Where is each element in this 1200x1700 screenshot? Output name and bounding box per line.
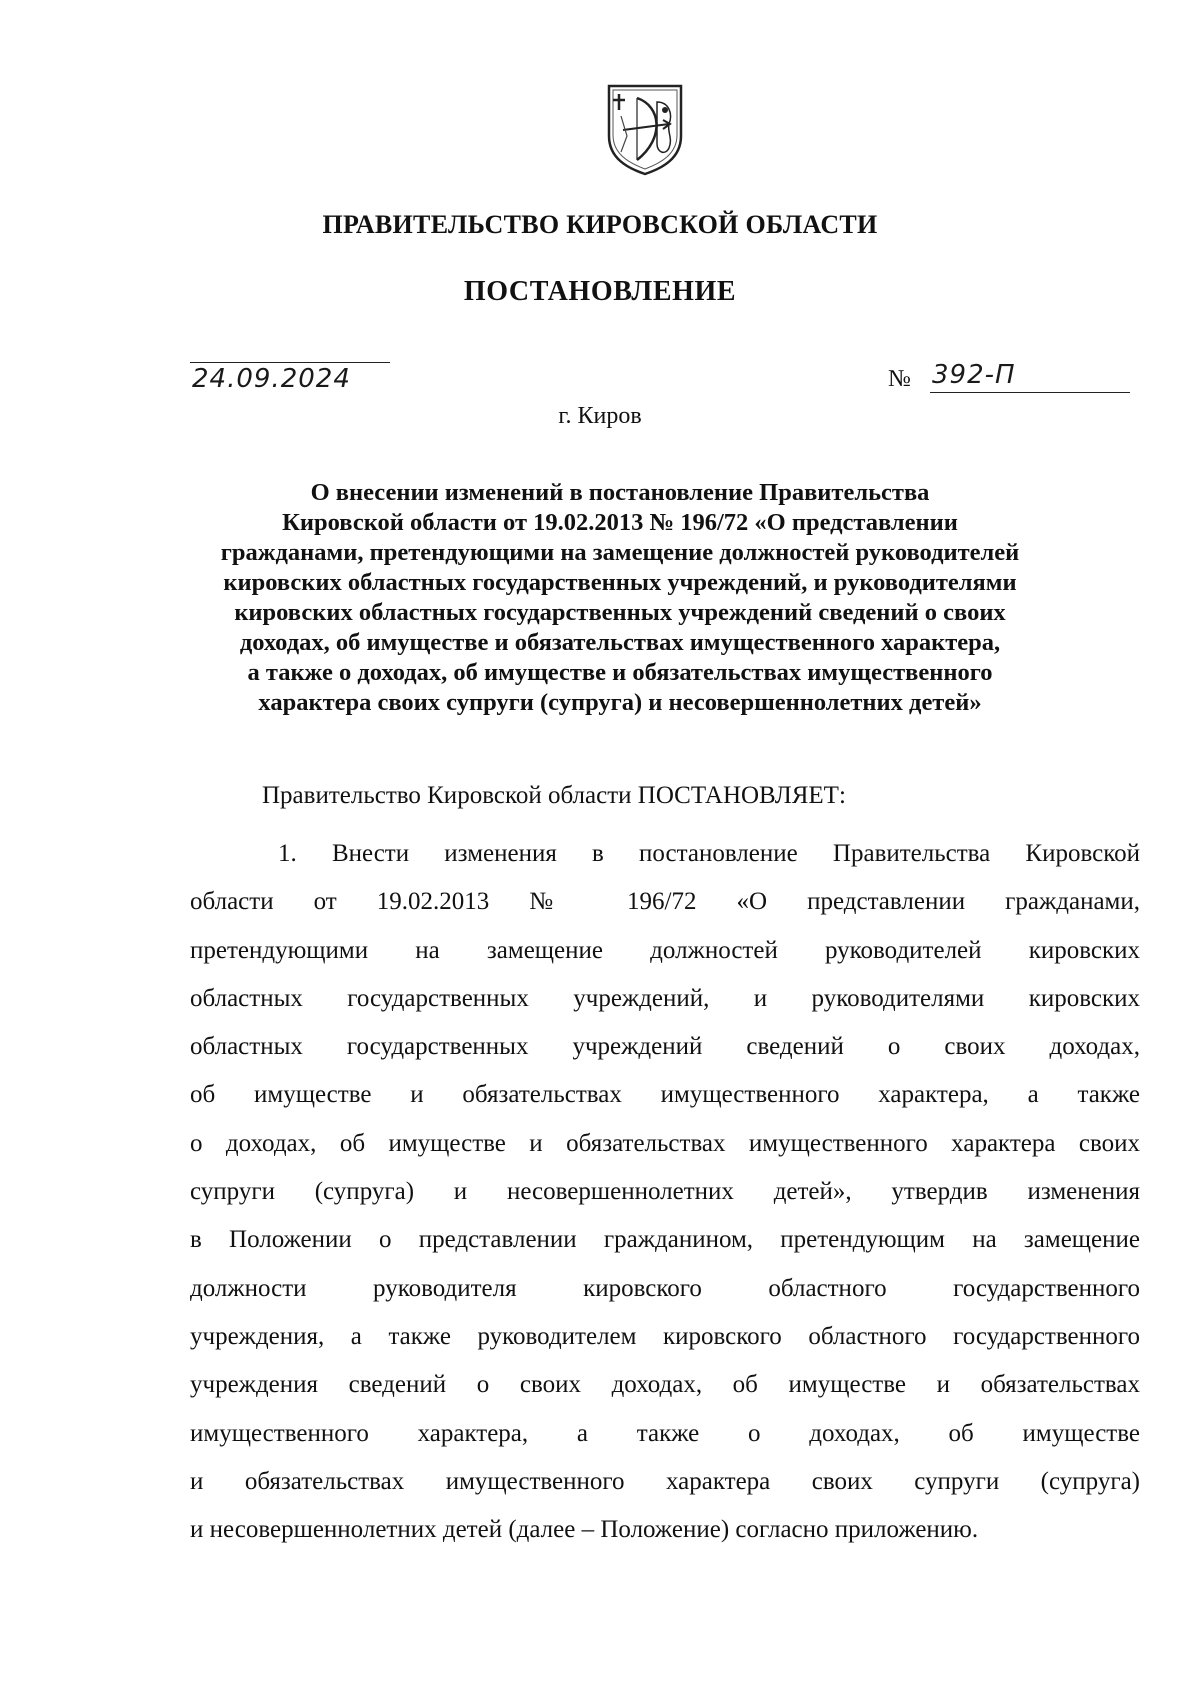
coat-of-arms-icon <box>603 80 687 176</box>
subject-line: характера своих супруги (супруга) и несовершеннолетних детей» <box>258 689 982 716</box>
subject-line: Кировской области от 19.02.2013 № 196/72 «О представлении <box>282 509 958 536</box>
number-label: № <box>888 366 911 392</box>
paragraph-line: областных государственных учреждений сведений о своих доходах, <box>190 1033 1140 1061</box>
paragraph-line: супруги (супруга) и несовершеннолетних детей», утвердив изменения <box>190 1178 1140 1206</box>
paragraph-line: учреждения сведений о своих доходах, об имуществе и обязательствах <box>190 1371 1140 1399</box>
paragraph-line: области от 19.02.2013 № 196/72 «О представлении гражданами, <box>190 888 1140 916</box>
paragraph-1 <box>190 830 1140 1554</box>
paragraph-line: и обязательствах имущественного характера своих супруги (супруга) <box>190 1467 1140 1495</box>
paragraph-line: учреждения, а также руководителем кировского областного государственного <box>190 1322 1140 1350</box>
paragraph-line: должности руководителя кировского областного государственного <box>190 1274 1140 1302</box>
paragraph-line: областных государственных учреждений, и руководителями кировских <box>190 984 1140 1012</box>
paragraph-line: 1. Внести изменения в постановление Правительства Кировской <box>278 840 1140 867</box>
paragraph-line: претендующими на замещение должностей руководителей кировских <box>190 936 1140 964</box>
document-type-heading: ПОСТАНОВЛЕНИЕ <box>463 276 737 307</box>
subject-line: О внесении изменений в постановление Правительства <box>310 479 930 506</box>
paragraph-line: имущественного характера, а также о доходах, об имуществе <box>190 1419 1140 1447</box>
subject-line: кировских областных государственных учреждений сведений о своих <box>234 599 1006 626</box>
subject-line: доходах, об имуществе и обязательствах имущественного характера, <box>239 629 1001 656</box>
number-underline <box>930 392 1130 393</box>
preamble: Правительство Кировской области ПОСТАНОВЛЯЕТ: <box>262 782 846 809</box>
date-underline <box>190 362 390 363</box>
subject-line: а также о доходах, об имуществе и обязательствах имущественного <box>247 659 993 686</box>
paragraph-line: и несовершеннолетних детей (далее – Положение) согласно приложению. <box>190 1516 979 1544</box>
document-number: 392-П <box>932 360 1016 390</box>
paragraph-line: в Положении о представлении гражданином, претендующим на замещение <box>190 1226 1140 1254</box>
paragraph-line: о доходах, об имуществе и обязательствах имущественного характера своих <box>190 1129 1140 1157</box>
document-date: 24.09.2024 <box>192 364 351 394</box>
document-subject <box>190 478 1050 718</box>
subject-line: кировских областных государственных учреждений, и руководителями <box>223 569 1017 596</box>
subject-line: гражданами, претендующими на замещение должностей руководителей <box>220 539 1020 566</box>
organization-title: ПРАВИТЕЛЬСТВО КИРОВСКОЙ ОБЛАСТИ <box>322 210 878 239</box>
city-name: г. Киров <box>558 403 642 429</box>
paragraph-line: об имуществе и обязательствах имущественного характера, а также <box>190 1081 1140 1109</box>
